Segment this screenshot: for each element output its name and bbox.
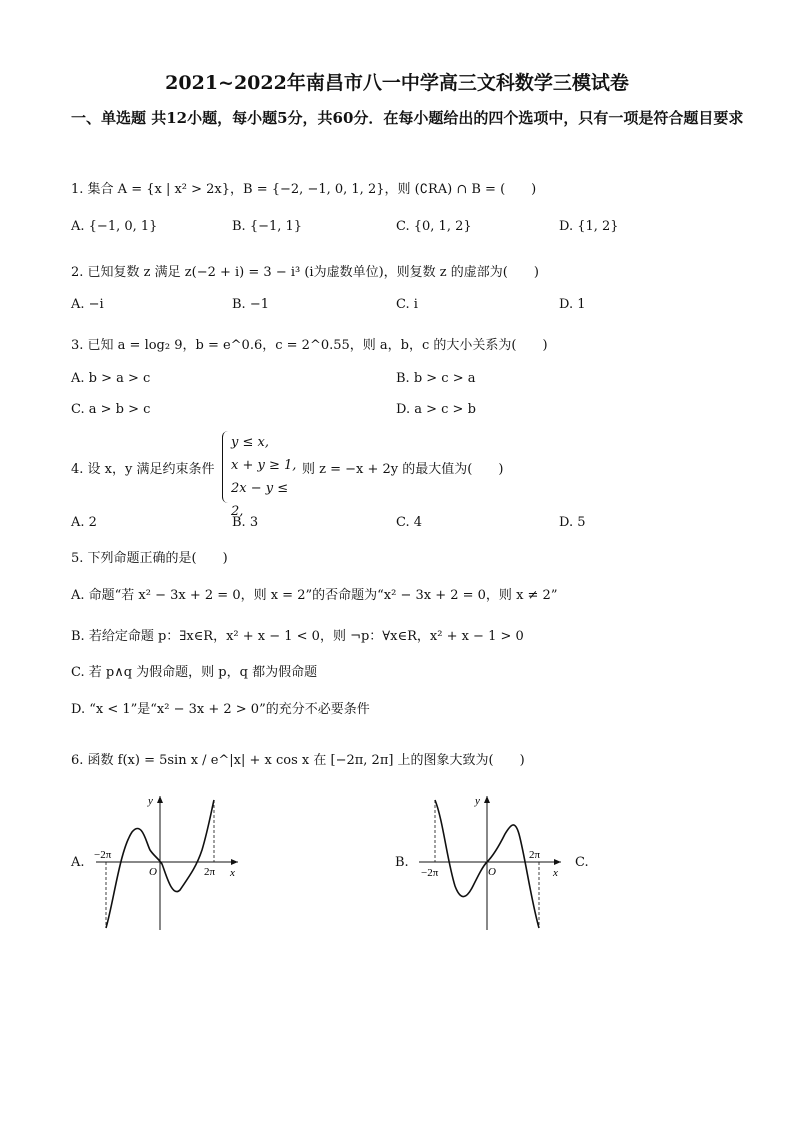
q5-option-a[interactable]: A. 命题“若 x² − 3x + 2 = 0，则 x = 2”的否命题为“x² − 3x + 2 = 0，则 x ≠ 2” [71,588,558,603]
graph-a-neg-label: −2π [94,849,112,861]
graph-b-origin: O [488,866,496,878]
graph-a-x-label: x [230,867,235,879]
graph-b-pos-label: 2π [529,849,541,861]
graph-b-x-label: x [553,867,558,879]
q2-option-d[interactable]: D. 1 [559,297,586,312]
q5-option-c[interactable]: C. 若 p∧q 为假命题，则 p，q 都为假命题 [71,665,318,680]
section-heading: 一、单选题 共12小题，每小题5分，共60分．在每小题给出的四个选项中，只有一项是符合题目要求 [71,109,744,127]
q5-option-b[interactable]: B. 若给定命题 p：∃x∈R，x² + x − 1 < 0，则 ¬p：∀x∈R，x² + x − 1 > 0 [71,629,524,644]
q6-option-a[interactable]: A. [71,855,85,870]
question-6-stem: 6. 函数 f(x) = 5sin x / e^|x| + x cos x 在 [−2π, 2π] 上的图象大致为( ) [71,753,525,768]
graph-b-y-label: y [475,795,480,807]
q4-option-d[interactable]: D. 5 [559,515,586,530]
q6-option-b[interactable]: B. [395,855,409,870]
graph-a-pos-label: 2π [204,866,216,878]
q5-option-d[interactable]: D. “x < 1”是“x² − 3x + 2 > 0”的充分不必要条件 [71,702,370,717]
question-4-stem: 4. 设 x，y 满足约束条件 [71,462,215,477]
question-3-stem: 3. 已知 a = log₂ 9，b = e^0.6，c = 2^0.55，则 a，b，c 的大小关系为( ) [71,338,548,353]
graph-a-y-label: y [148,795,153,807]
graph-b-neg-label: −2π [421,867,439,879]
constraint-2: x + y ≥ 1, [231,458,297,473]
q1-option-c[interactable]: C. {0, 1, 2} [396,219,472,234]
graph-a [92,790,242,939]
q2-option-a[interactable]: A. −i [71,297,104,312]
graph-b [415,790,565,939]
q4-option-b[interactable]: B. 3 [232,515,259,530]
q1-option-b[interactable]: B. {−1, 1} [232,219,303,234]
q3-option-d[interactable]: D. a > c > b [396,402,476,417]
question-5-stem: 5. 下列命题正确的是( ) [71,551,228,566]
constraint-3: 2x − y ≤ 2, [231,481,289,519]
q4-option-a[interactable]: A. 2 [71,515,97,530]
q1-option-a[interactable]: A. {−1, 0, 1} [71,219,158,234]
question-2-stem: 2. 已知复数 z 满足 z(−2 + i) = 3 − i³ (i为虚数单位)，则复数 z 的虚部为( ) [71,265,539,280]
q1-option-d[interactable]: D. {1, 2} [559,219,619,234]
question-4-suffix: 则 z = −x + 2y 的最大值为( ) [302,462,504,477]
q3-option-a[interactable]: A. b > a > c [71,371,151,386]
page-title: 2021~2022年南昌市八一中学高三文科数学三模试卷 [165,72,629,94]
q4-option-c[interactable]: C. 4 [396,515,423,530]
constraint-system [222,431,303,519]
q3-option-c[interactable]: C. a > b > c [71,402,151,417]
question-1-stem: 1. 集合 A = {x | x² > 2x}，B = {−2, −1, 0, 1, 2}，则 (∁RA) ∩ B = ( ) [71,182,537,197]
q6-option-c[interactable]: C. [575,855,589,870]
constraint-1: y ≤ x, [231,435,269,450]
graph-a-origin: O [149,866,157,878]
q3-option-b[interactable]: B. b > c > a [396,371,476,386]
q2-option-c[interactable]: C. i [396,297,418,312]
q2-option-b[interactable]: B. −1 [232,297,269,312]
